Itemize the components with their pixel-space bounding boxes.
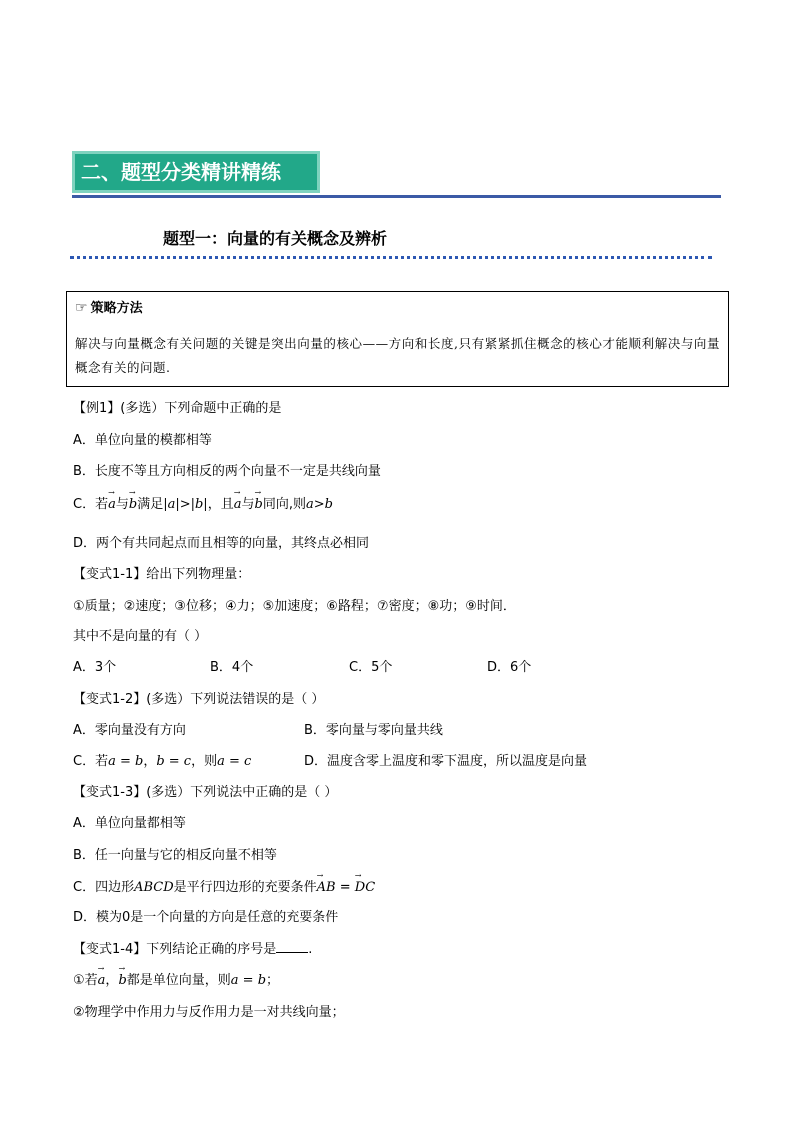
variant13-stem: 【变式1-3】(多选）下列说法中正确的是（ ）: [73, 785, 338, 800]
vector-dc: → DC: [355, 880, 375, 895]
text-span: ，则: [191, 754, 218, 769]
vector-equation: a = b: [230, 973, 267, 988]
variant11-list: ①质量；②速度；③位移；④力；⑤加速度；⑥路程；⑦密度；⑧功；⑨时间．: [73, 599, 516, 614]
variant13-option-b: B．任一向量与它的相反向量不相等: [73, 848, 277, 863]
section-title: 二、题型分类精讲精练: [81, 160, 281, 184]
vector-a: → a: [98, 973, 106, 988]
text-span: ；: [266, 973, 280, 988]
variant11-option-b: B．4个: [210, 660, 254, 675]
vector-ab: → AB: [317, 880, 336, 895]
example1-option-a: A．单位向量的模都相等: [73, 433, 212, 448]
variant11-option-a: A．3个: [73, 660, 117, 675]
text-span: 满足: [137, 497, 164, 512]
variant12-option-b: B．零向量与零向量共线: [304, 723, 443, 738]
text-span: =: [335, 880, 355, 895]
dotted-divider: [70, 256, 712, 259]
pointing-hand-icon: ☞: [75, 300, 88, 316]
text-span: 【变式1-4】下列结论正确的序号是: [73, 942, 277, 957]
strategy-heading: [75, 297, 143, 316]
vector-a: → a: [108, 497, 116, 512]
topic-title: 题型一：向量的有关概念及辨析: [163, 229, 388, 248]
answer-blank[interactable]: [276, 940, 308, 953]
text-span: 与: [115, 497, 129, 512]
variant13-option-a: A．单位向量都相等: [73, 816, 186, 831]
example1-option-b: B．长度不等且方向相反的两个向量不一定是共线向量: [73, 464, 381, 479]
quadrilateral-name: ABCD: [134, 880, 174, 895]
text-span: C．四边形: [73, 880, 135, 895]
variant12-option-d: D．温度含零上温度和零下温度，所以温度是向量: [304, 754, 588, 769]
strategy-title: 策略方法: [90, 301, 143, 316]
variant11-option-c: C．5个: [349, 660, 393, 675]
example1-option-d: D．两个有共同起点而且相等的向量，其终点必相同: [73, 536, 370, 551]
text-span: 都是单位向量，则: [126, 973, 231, 988]
modulus-expression: |a|>|b|: [163, 497, 208, 512]
vector-equation: a = c: [217, 754, 252, 769]
vector-equation: a = b: [108, 754, 144, 769]
variant11-question: 其中不是向量的有（ ）: [73, 629, 208, 644]
variant12-stem: 【变式1-2】(多选）下列说法错误的是（ ）: [73, 692, 325, 707]
text-span: 是平行四边形的充要条件: [173, 880, 317, 895]
vector-b: → b: [129, 497, 137, 512]
text-span: C．若: [73, 497, 109, 512]
text-span: ，: [143, 754, 157, 769]
example1-option-c: [73, 493, 333, 512]
strategy-box: [66, 291, 729, 387]
text-span: ①若: [73, 973, 98, 988]
text-span: ，: [105, 973, 119, 988]
text-span: 与: [241, 497, 255, 512]
section-banner: [72, 151, 320, 193]
section-underline: [72, 195, 721, 198]
variant14-stem: [73, 938, 312, 957]
variant13-option-c: [73, 876, 375, 895]
variant12-option-c: [73, 750, 251, 769]
variant13-option-d: D．模为0是一个向量的方向是任意的充要条件: [73, 910, 339, 925]
variant11-stem: 【变式1-1】给出下列物理量：: [73, 567, 251, 582]
variant14-item1: [73, 969, 279, 988]
text-span: C．若: [73, 754, 109, 769]
variant12-option-a: A．零向量没有方向: [73, 723, 186, 738]
text-span: ，且: [207, 497, 234, 512]
result-expression: a>b: [305, 497, 333, 512]
vector-b: → b: [254, 497, 262, 512]
vector-equation: b = c: [156, 754, 192, 769]
strategy-text: 解决与向量概念有关问题的关键是突出向量的核心——方向和长度,只有紧紧抓住概念的核心才能顺利解决与向量概念有关的问题.: [75, 336, 720, 375]
text-span: 同向,则: [262, 497, 306, 512]
example1-stem: 【例1】(多选）下列命题中正确的是: [73, 401, 282, 416]
variant14-item2: ②物理学中作用力与反作用力是一对共线向量；: [73, 1005, 345, 1020]
variant11-option-d: D．6个: [487, 660, 532, 675]
text-span: .: [308, 942, 313, 957]
vector-a: → a: [234, 497, 242, 512]
vector-b: → b: [118, 973, 126, 988]
